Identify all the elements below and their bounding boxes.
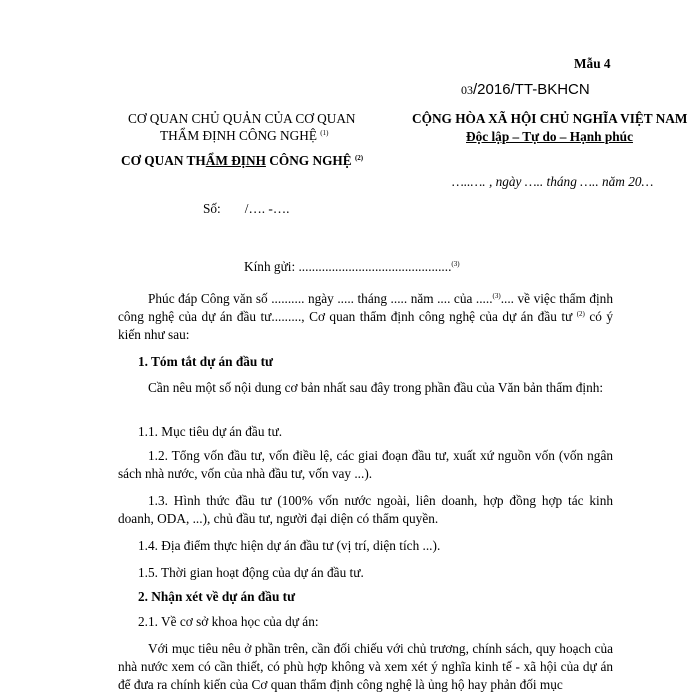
agency-line2 [160,128,328,144]
recipient [244,259,460,275]
section1-description: Cần nêu một số nội dung cơ bản nhất sau đây trong phần đầu của Văn bản thẩm định: [148,380,604,395]
circular-reference [461,81,590,98]
document-number [203,201,289,217]
agency-title-pre: CƠ QUAN TH [121,153,206,168]
intro-part1: Phúc đáp Công văn số .......... ngày ..... tháng ..... năm .... của ..... [148,291,493,306]
agency-line1: CƠ QUAN CHỦ QUẢN CỦA CƠ QUAN [128,111,356,126]
circular-prefix: 03 [461,83,473,97]
number-value: /…. -…. [244,201,290,216]
section2-title: 2. Nhận xét về dự án đầu tư [138,589,296,604]
agency-line2-note: (1) [320,129,329,137]
date-line: …..…. , ngày ….. tháng ….. năm 20… [452,174,654,189]
agency-line2-text: THẨM ĐỊNH CÔNG NGHỆ [160,128,317,143]
intro-part3: có ý kiến như sau: [118,309,613,342]
item-1-1: 1.1. Mục tiêu dự án đầu tư. [138,424,283,439]
intro-paragraph [118,290,613,344]
form-label: Mẫu 4 [574,56,611,71]
agency-title-underlined: ẨM ĐỊNH [205,153,266,168]
agency-title [121,153,363,169]
item-1-4: 1.4. Địa điểm thực hiện dự án đầu tư (vị trí, diện tích ...). [138,538,441,553]
item-1-3: 1.3. Hình thức đầu tư (100% vốn nước ngoài, liên doanh, hợp đồng hợp tác kinh doanh, ODA, ...), chủ đầu tư, người đại diện có thẩm quyền. [118,493,613,526]
recipient-note: (3) [451,260,460,268]
agency-title-post: CÔNG NGHỆ [265,153,352,168]
item-1-2: 1.2. Tổng vốn đầu tư, vốn điều lệ, các giai đoạn đầu tư, xuất xứ nguồn vốn (vốn ngân sách nhà nước, vốn của nhà đầu tư, vốn vay ...). [118,448,613,481]
agency-title-note: (2) [354,154,364,162]
item-2-1-description: Với mục tiêu nêu ở phần trên, cần đối chiếu với chủ trương, chính sách, quy hoạch của nhà nước xem có cần thiết, có phù hợp không và xem xét ý nghĩa kinh tế - xã hội của dự án để đưa ra chính kiến của Cơ quan thẩm định công nghệ là ủng hộ hay phản đối mục [118,641,613,692]
item-2-1: 2.1. Về cơ sở khoa học của dự án: [138,614,319,629]
country-motto: Độc lập – Tự do – Hạnh phúc [466,129,633,144]
number-label: Số: [203,201,221,216]
intro-note1: (3) [492,292,501,300]
country-name: CỘNG HÒA XÃ HỘI CHỦ NGHĨA VIỆT NAM [412,111,688,126]
recipient-label: Kính gửi: .............................................. [244,259,452,274]
intro-note2: (2) [576,310,585,318]
circular-main: /2016/TT-BKHCN [473,81,590,98]
item-1-5: 1.5. Thời gian hoạt động của dự án đầu tư. [138,565,364,580]
section1-title: 1. Tóm tắt dự án đầu tư [138,354,274,369]
intro-part2: .... về việc thẩm định công nghệ của dự án đầu tư........., Cơ quan thẩm định công nghệ của dự án đầu tư [118,291,613,324]
